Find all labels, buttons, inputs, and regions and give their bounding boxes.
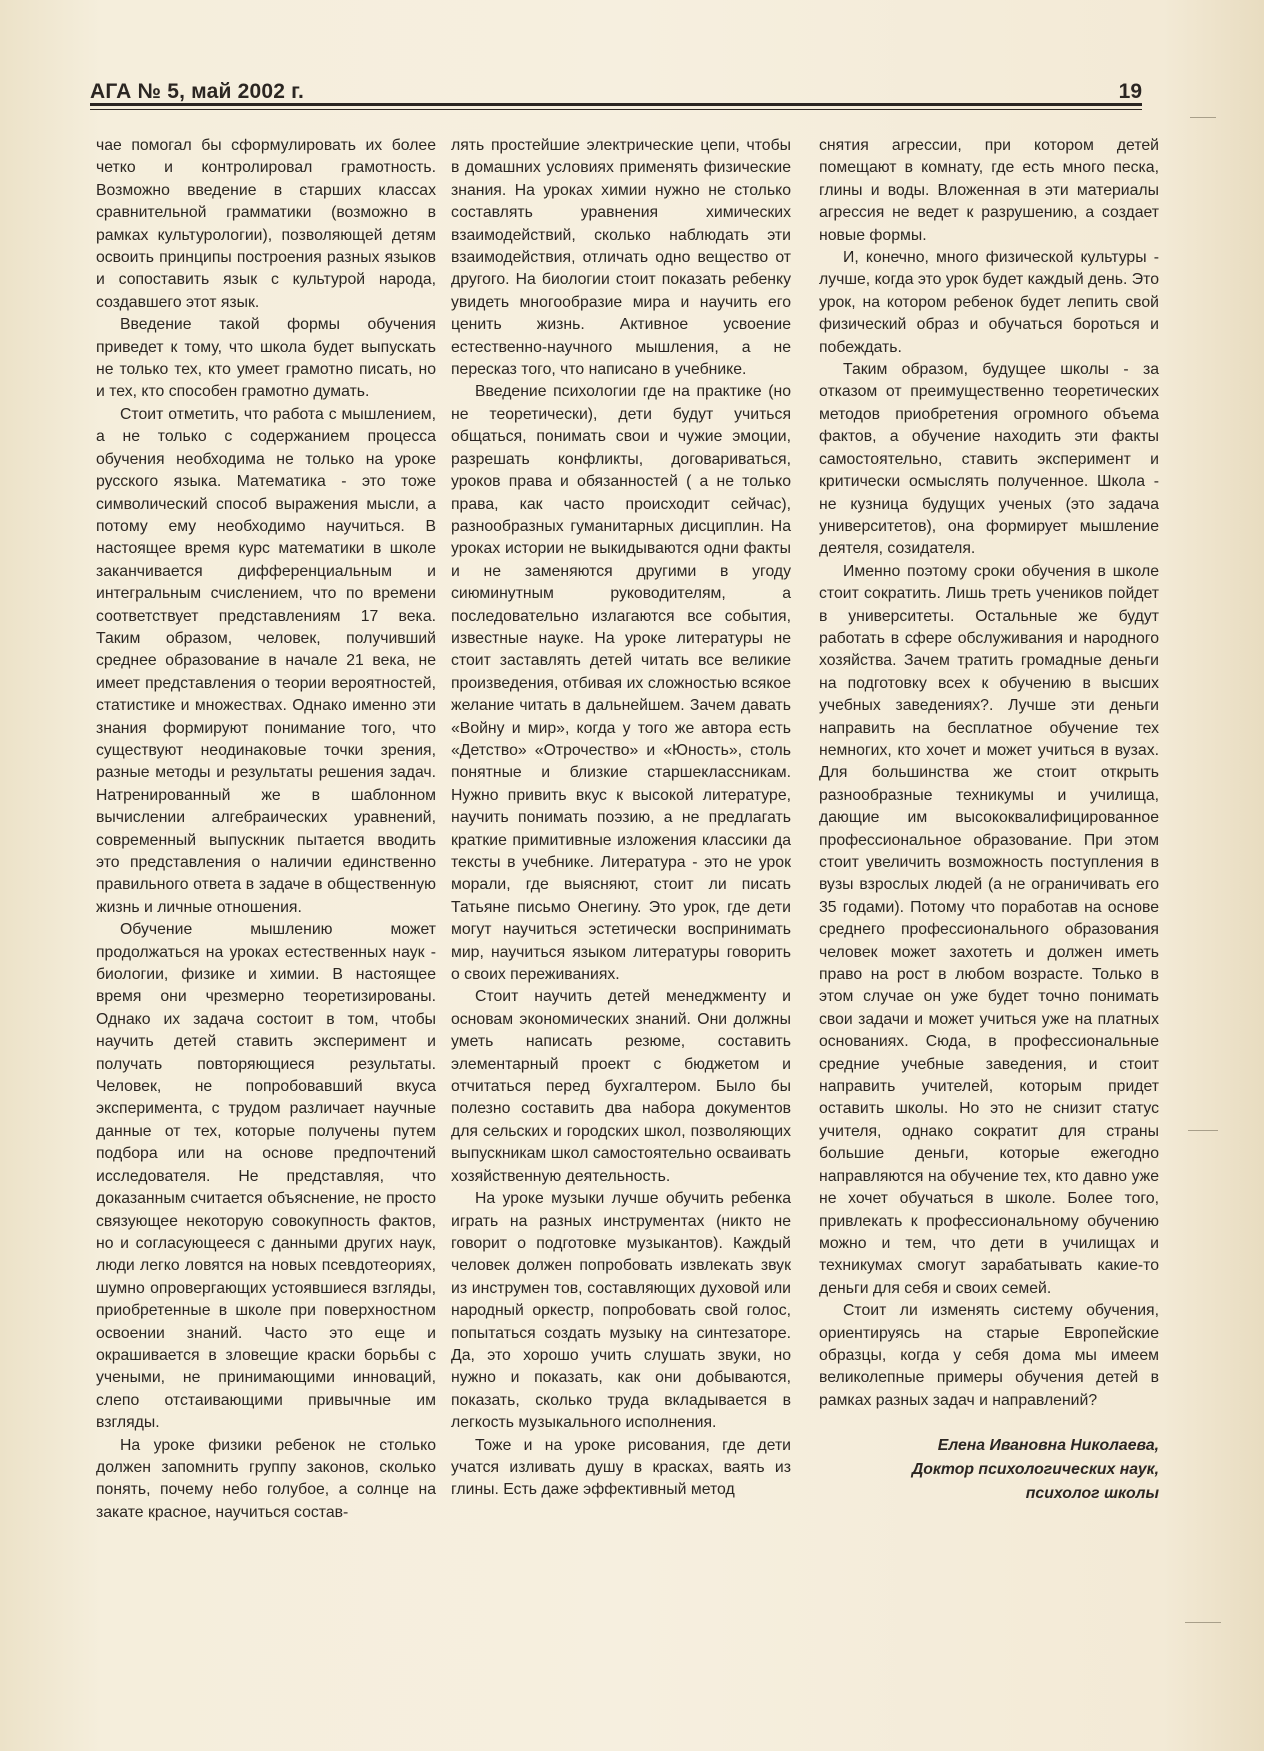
margin-mark [1190, 117, 1216, 118]
paragraph: Таким образом, будущее школы - за отказом от преимущественно теоретических методов приобретения огромного объема фактов, а обучение находить эти факты самостоятельно, ставить эксперимент и критически осмыслять полученное. Школа - не кузница будущих ученых (это задача университетов), она формирует мышление деятеля, созидателя. [819, 361, 1159, 558]
margin-mark [1185, 1622, 1221, 1623]
paragraph: чае помогал бы сформулировать их более четко и контролировал грамотность. Возможно введение в старших классах сравнительной грамматики (возможно в рамках культурологии), позволяющей детям освоить принципы построения разных языков и сопоставить язык с культурой народа, создавшего этот язык. [96, 137, 436, 311]
header-rule-thin [90, 109, 1142, 110]
paragraph: Введение такой формы обучения приведет к тому, что школа будет выпускать не только тех, кто умеет грамотно писать, но и тех, кто способен грамотно думать. [96, 316, 436, 401]
paragraph: снятия агрессии, при котором детей помещают в комнату, где есть много песка, глины и воды. Вложенная в эти материалы агрессия не ведет к разрушению, а создает новые формы. [819, 137, 1159, 244]
paragraph: лять простейшие электрические цепи, чтобы в домашних условиях применять физические знания. На уроках химии нужно не столько составлять уравнения химических взаимодействий, сколько наблюдать эти взаимодействия, отличать одно вещество от другого. На биологии стоит показать ребенку увидеть многообразие мира и научить его ценить жизнь. Активное усвоение естественно-научного мышления, а не пересказ того, что написано в учебнике. [451, 137, 791, 379]
author-degree: Доктор психологических наук, [911, 1461, 1159, 1479]
margin-mark [1188, 1130, 1218, 1131]
paragraph: На уроке физики ребенок не столько должен запомнить группу законов, сколько понять, почему небо голубое, а солнце на закате красное, научиться состав- [96, 1436, 436, 1521]
article-column-2 [451, 135, 791, 1502]
issue-label: АГА № 5, май 2002 г. [90, 80, 305, 103]
article-column-3 [819, 135, 1159, 1506]
paragraph: Стоит научить детей менеджменту и основам экономических знаний. Они должны уметь написать резюме, составить элементарный проект с бюджетом и отчитаться перед бухгалтером. Было бы полезно составить два набора документов для сельских и городских школ, позволяющих выпускникам школ самостоятельно осваивать хозяйственную деятельность. [451, 988, 791, 1185]
paragraph: На уроке музыки лучше обучить ребенка играть на разных инструментах (никто не говорит о подготовке музыкантов). Каждый человек должен попробовать извлекать звук из инструмен тов, составляющих духовой или народный оркестр, попробовать свой голос, попытаться создать музыку на синтезаторе. Да, это хорошо учить слушать звуки, но нужно и показать, как они добываются, показать, сколько труда вкладывается в легкость музыкального исполнения. [451, 1190, 791, 1432]
author-signature [819, 1434, 1159, 1506]
paragraph: Тоже и на уроке рисования, где дети учатся изливать душу в красках, ваять из глины. Есть даже эффективный метод [451, 1436, 791, 1499]
page-number: 19 [1118, 80, 1142, 103]
paragraph: И, конечно, много физической культуры - лучше, когда это урок будет каждый день. Это урок, на котором ребенок будет лепить свой физический образ и обучаться бороться и побеждать. [819, 249, 1159, 356]
author-name: Елена Ивановна Николаева, [937, 1437, 1159, 1455]
article-column-1 [96, 135, 436, 1524]
paragraph: Обучение мышлению может продолжаться на уроках естественных наук - биологии, физике и химии. В настоящее время они чрезмерно теоретизированы. Однако их задача состоит в том, чтобы научить детей ставить эксперимент и получать повторяющиеся результаты. Человек, не попробовавший вкуса эксперимента, с трудом различает научные данные от тех, которые получены путем подбора или на основе предпочтений исследователя. Не представляя, что доказанным считается объяснение, не просто связующее некоторую совокупность фактов, но и согласующееся с данными других наук, люди легко ловятся на новых псевдотеориях, шумно опровергающих устоявшиеся взгляды, приобретенные в школе при поверхностном освоении знаний. Часто это еще и окрашивается в зловещие краски борьбы с учеными, не принимающими инноваций, слепо отстаивающими привычные им взгляды. [96, 921, 436, 1432]
header-rule-thick [90, 103, 1142, 106]
paragraph: Введение психологии где на практике (но не теоретически), дети будут учиться общаться, понимать свои и чужие эмоции, разрешать конфликты, договариваться, уроков права и обязанностей ( а не только права, как часто происходит сейчас), разнообразных гуманитарных дисциплин. На уроках истории не выкидываются одни факты и не заменяются другими в угоду сиюминутным руководителям, а последовательно излагаются все события, известные науке. На уроке литературы не стоит заставлять детей читать все великие произведения, отбивая их сложностью всякое желание читать в дальнейшем. Зачем давать «Войну и мир», когда у того же автора есть «Детство» «Отрочество» и «Юность», столь понятные и близкие старшеклассникам. Нужно привить вкус к высокой литературе, научить понимать поэзию, а не предлагать краткие примитивные изложения классики да тексты в учебнике. Литература - это не урок морали, где выясняют, стоит ли писать Татьяне письмо Онегину. Это урок, где дети могут научиться эстетически воспринимать мир, научиться языком литературы говорить о своих переживаниях. [451, 383, 791, 984]
paragraph: Стоит отметить, что работа с мышлением, а не только с содержанием процесса обучения необходима не только на уроке русского языка. Математика - это тоже символический способ выражения мысли, а потому ему необходимо научиться. В настоящее время курс математики в школе заканчивается дифференциальным и интегральным счислением, что по времени соответствует представлениям 17 века. Таким образом, человек, получивший среднее образование в начале 21 века, не имеет представления о теории вероятностей, статистике и множествах. Однако именно эти знания формируют понимание того, что существуют неодинаковые точки зрения, разные методы и результаты решения задач. Натренированный же в шаблонном вычислении алгебраических уравнений, современный выпускник пытается вводить это представления о наличии единственно правильного ответа в задаче в общественную жизнь и личные отношения. [96, 405, 436, 916]
author-role: психолог школы [1025, 1485, 1159, 1503]
paragraph: Именно поэтому сроки обучения в школе стоит сократить. Лишь треть учеников пойдет в университеты. Остальные же будут работать в сфере обслуживания и народного хозяйства. Зачем тратить громадные деньги на подготовку всех к обучению в высших учебных заведениях?. Лучше эти деньги направить на бесплатное обучение тех немногих, кто хочет и может учиться в вузах. Для большинства же стоит открыть разнообразные техникумы и училища, дающие им высококвалифицированное профессиональное образование. При этом стоит увеличить возможность поступления в вузы взрослых людей (а не ограничивать его 35 годами). Потому что поработав на основе среднего профессионального образования человек может захотеть и должен иметь право на рост в любом возрасте. Только в этом случае он уже будет точно понимать свои задачи и может учиться уже на платных основаниях. Сюда, в профессиональные средние учебные заведения, и стоит направить учителей, которым придет оставить школы. Но это не снизит статус учителя, однако сократит для страны большие деньги, которые ежегодно направляются на обучение тех, кто давно уже не хочет обучаться в школе. Более того, привлекать к профессиональному обучению можно и тем, что дети в училищах и техникумах смогут зарабатывать какие-то деньги для себя и своих семей. [819, 562, 1159, 1297]
paragraph: Стоит ли изменять систему обучения, ориентируясь на старые Европейские образцы, когда у себя дома мы имеем великолепные примеры обучения детей в рамках разных задач и направлений? [819, 1302, 1159, 1409]
